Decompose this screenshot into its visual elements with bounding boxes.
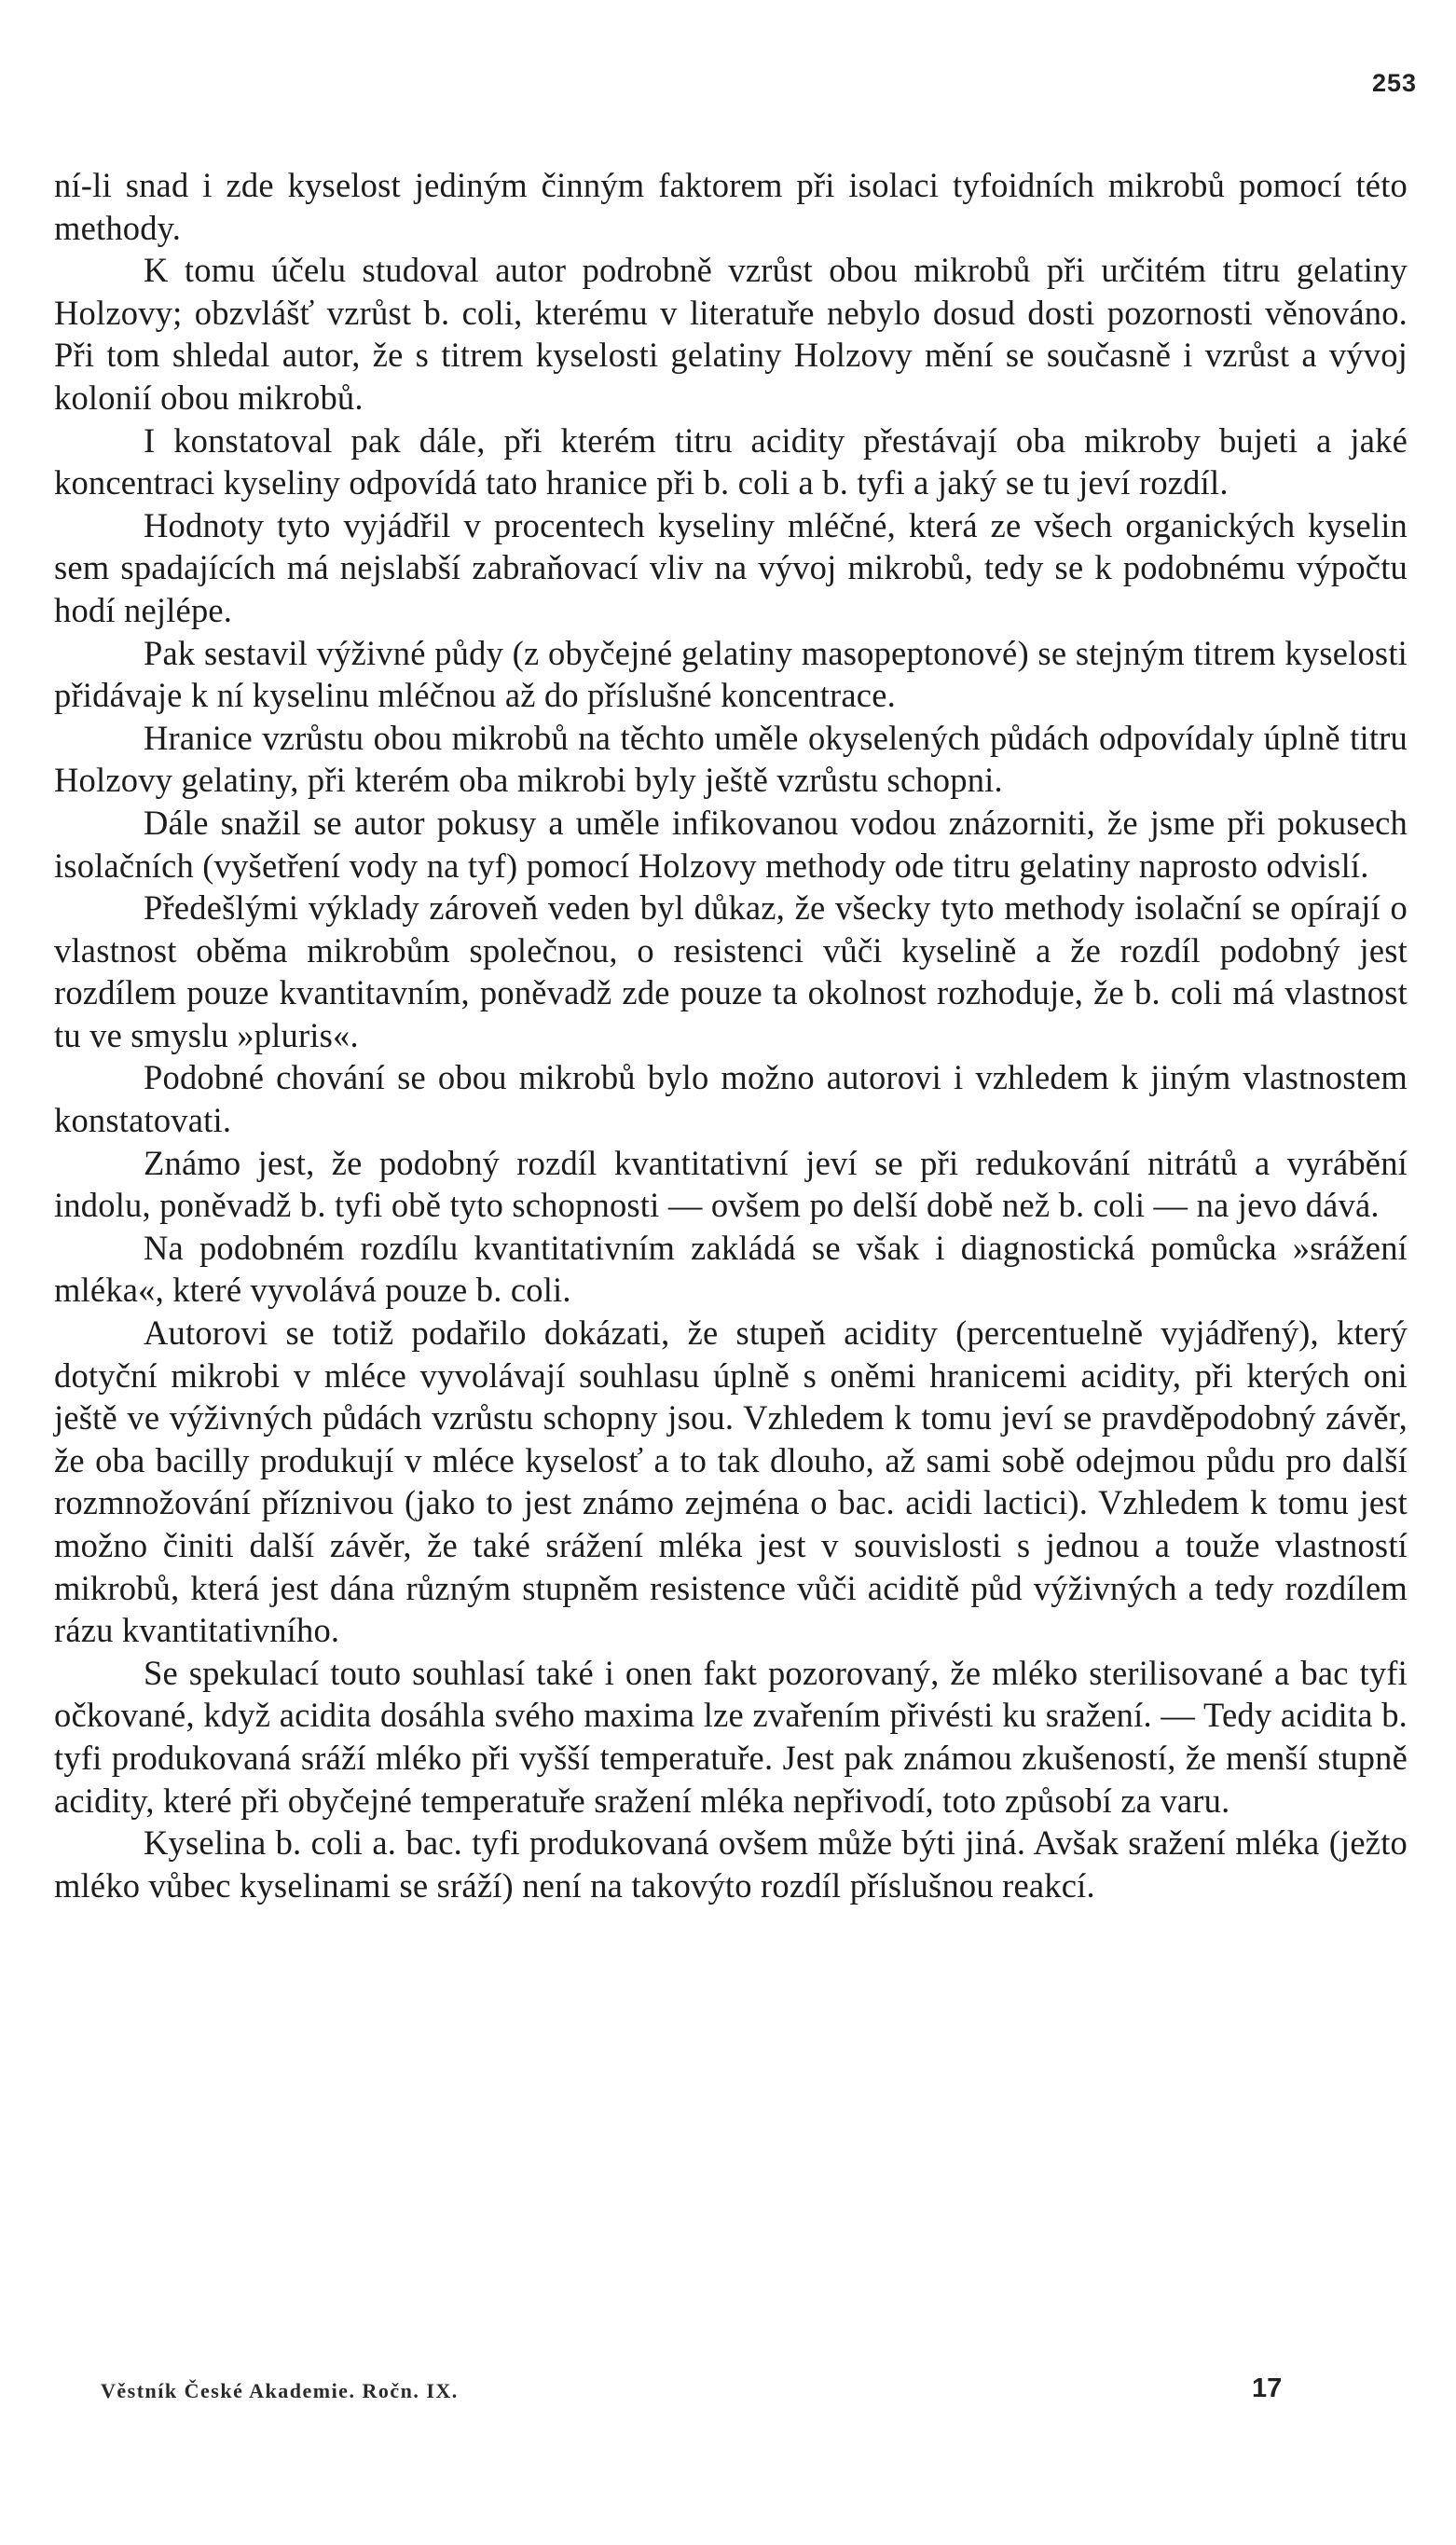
body-text [54,164,1408,1906]
paragraph: K tomu účelu studoval autor podrobně vzrůst obou mikrobů při určitém titru gelatiny Holzovy; obzvlášť vzrůst b. coli, kterému v literatuře nebylo dosud dosti pozornosti věnováno. Při tom shledal autor, že s titrem kyselosti gelatiny Holzovy mění se současně i vzrůst a vývoj kolonií obou mikrobů. [54,251,1408,417]
paragraph: I konstatoval pak dále, při kterém titru acidity přestávají oba mikroby bujeti a jaké koncentraci kyseliny odpovídá tato hranice při b. coli a b. tyfi a jaký se tu jeví rozdíl. [54,420,1408,502]
paragraph: Se spekulací touto souhlasí také i onen fakt pozorovaný, že mléko sterilisované a bac tyfi očkované, když acidita dosáhla svého maxima lze zvařením přivésti ku sražení. — Tedy acidita b. tyfi produkovaná sráží mléko při vyšší temperatuře. Jest pak známou zkušeností, že menší stupně acidity, které při obyčejné temperatuře sražení mléka nepřivodí, toto způsobí za varu. [54,1653,1408,1820]
paragraph: Podobné chování se obou mikrobů bylo možno autorovi i vzhledem k jiným vlastnostem konstatovati. [54,1058,1408,1140]
paragraph: Předešlými výklady zároveň veden byl důkaz, že všecky tyto methody isolační se opírají o vlastnost oběma mikrobům společnou, o resistenci vůči kyselině a že rozdíl podobný jest rozdílem pouze kvantitavním, poněvadž zde pouze ta okolnost rozhoduje, že b. coli má vlastnost tu ve smyslu »pluris«. [54,888,1408,1054]
signature-mark: 17 [1252,2373,1283,2403]
paragraph: Na podobném rozdílu kvantitativním zakládá se však i diagnostická pomůcka »srážení mléka«, které vyvolává pouze b. coli. [54,1228,1408,1310]
paragraph: ní-li snad i zde kyselost jediným činným faktorem při isolaci tyfoidních mikrobů pomocí této methody. [54,166,1408,247]
paragraph: Hodnoty tyto vyjádřil v procentech kyseliny mléčné, která ze všech organických kyselin sem spadajících má nejslabší zabraňovací vliv na vývoj mikrobů, tedy se k podobnému výpočtu hodí nejlépe. [54,505,1408,629]
page-footer [101,2373,1312,2411]
paragraph: Pak sestavil výživné půdy (z obyčejné gelatiny masopeptonové) se stejným titrem kyselosti přidávaje k ní kyselinu mléčnou až do příslušné koncentrace. [54,633,1408,715]
page-number: 253 [1371,69,1417,97]
paragraph: Kyselina b. coli a. bac. tyfi produkovaná ovšem může býti jiná. Avšak sražení mléka (ježto mléko vůbec kyselinami se sráží) není na takovýto rozdíl příslušnou reakcí. [54,1823,1408,1905]
journal-citation: Věstník České Akademie. Ročn. IX. [101,2379,459,2402]
paragraph: Hranice vzrůstu obou mikrobů na těchto uměle okyselených půdách odpovídaly úplně titru Holzovy gelatiny, při kterém oba mikrobi byly ještě vzrůstu schopni. [54,718,1408,800]
paragraph: Dále snažil se autor pokusy a uměle infikovanou vodou znázorniti, že jsme při pokusech isolačních (vyšetření vody na tyf) pomocí Holzovy methody ode titru gelatiny naprosto odvislí. [54,803,1408,885]
paragraph: Známo jest, že podobný rozdíl kvantitativní jeví se při redukování nitrátů a vyrábění indolu, poněvadž b. tyfi obě tyto schopnosti — ovšem po delší době než b. coli — na jevo dává. [54,1143,1408,1225]
paragraph: Autorovi se totiž podařilo dokázati, že stupeň acidity (percentuelně vyjádřený), který dotyční mikrobi v mléce vyvolávají souhlasu úplně s oněmi hranicemi acidity, při kterých oni ještě ve výživných půdách vzrůstu schopny jsou. Vzhledem k tomu jeví se pravděpodobný závěr, že oba bacilly produkují v mléce kyselosť a to tak dlouho, až sami sobě odejmou půdu pro další rozmnožování příznivou (jako to jest známo zejména o bac. acidi lactici). Vzhledem k tomu jest možno činiti další závěr, že také srážení mléka jest v souvislosti s jednou a touže vlastností mikrobů, která jest dána různým stupněm resistence vůči aciditě půd výživných a tedy rozdílem rázu kvantitativního. [54,1314,1408,1650]
